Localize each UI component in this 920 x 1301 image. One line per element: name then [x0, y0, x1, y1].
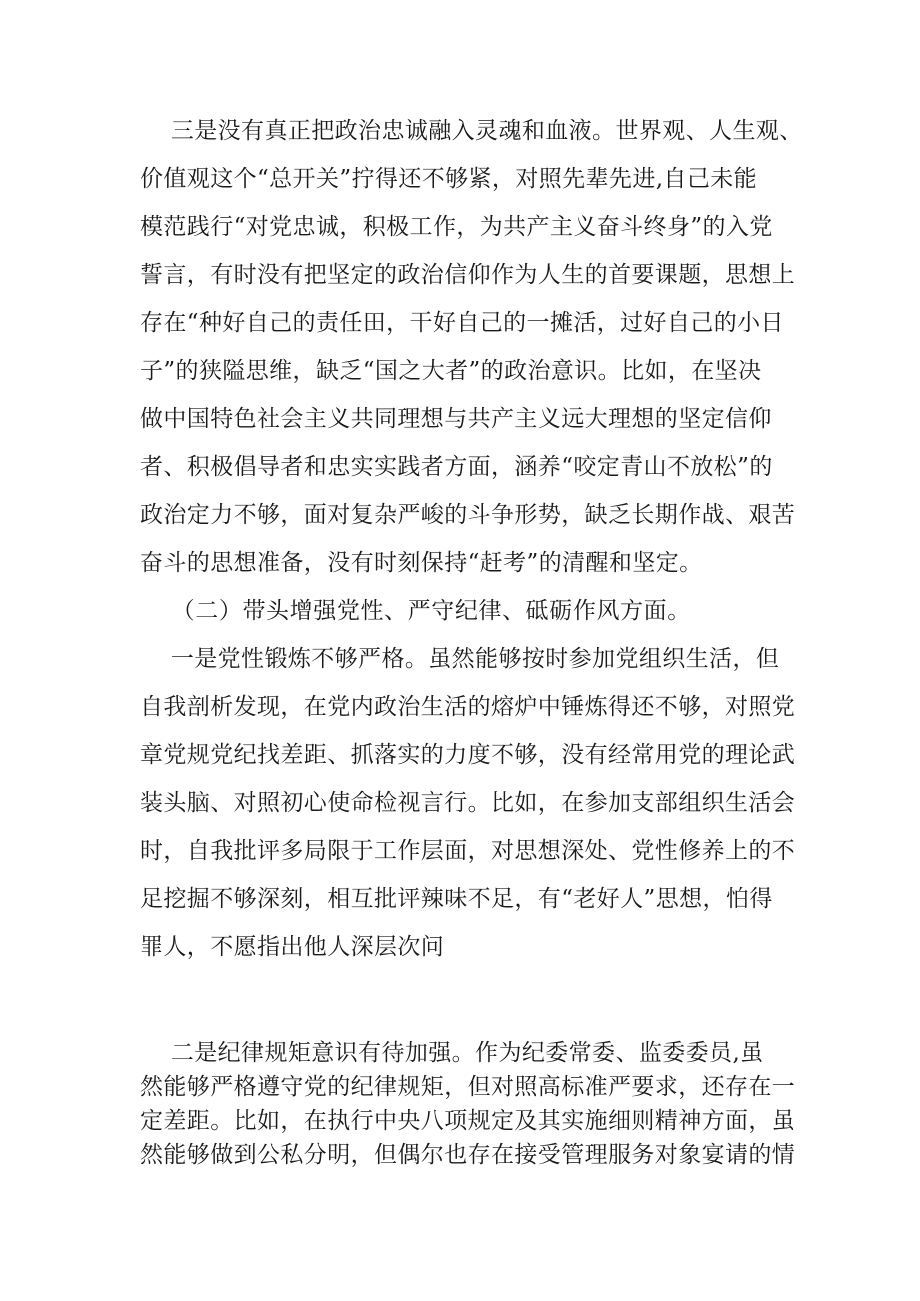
paragraph-line: 二是纪律规矩意识有待加强。作为纪委常委、监委委员,虽 [140, 1040, 764, 1066]
paragraph-line: 誓言，有时没有把坚定的政治信仰作为人生的首要课题，思想上 [140, 262, 796, 288]
paragraph-line: 一是党性锻炼不够严格。虽然能够按时参加党组织生活，但 [140, 646, 780, 672]
paragraph-line: 装头脑、对照初心使命检视言行。比如，在参加支部组织生活会 [140, 790, 796, 816]
paragraph-line: 奋斗的思想准备，没有时刻保持“赶考”的清醒和坚定。 [140, 550, 703, 576]
paragraph-line: 政治定力不够，面对复杂严峻的斗争形势，缺乏长期作战、艰苦 [140, 502, 796, 528]
paragraph-line: 存在“种好自己的责任田，干好自己的一摊活，过好自己的小日 [140, 310, 784, 336]
paragraph-line: 模范践行“对党忠诚，积极工作，为共产主义奋斗终身”的入党 [140, 214, 773, 240]
paragraph-line: 子”的狭隘思维，缺乏“国之大者”的政治意识。比如，在坚决 [140, 358, 762, 384]
paragraph-line: 定差距。比如，在执行中央八项规定及其实施细则精神方面，虽 [140, 1108, 796, 1134]
paragraph-line: 做中国特色社会主义共同理想与共产主义远大理想的坚定信仰 [140, 406, 772, 432]
paragraph-line: 者、积极倡导者和忠实实践者方面，涵养“咬定青山不放松”的 [140, 454, 773, 480]
paragraph-line: 价值观这个“总开关”拧得还不够紧，对照先辈先进,自己未能 [140, 166, 758, 192]
paragraph-line: 罪人，不愿指出他人深层次问 [140, 934, 445, 960]
paragraph-line: 然能够严格遵守党的纪律规矩，但对照高标准严要求，还存在一 [140, 1074, 796, 1100]
section-heading: （二）带头增强党性、严守纪律、砥砺作风方面。 [140, 598, 691, 624]
paragraph-line: 章党规党纪找差距、抓落实的力度不够，没有经常用党的理论武 [140, 742, 796, 768]
paragraph-line: 三是没有真正把政治忠诚融入灵魂和血液。世界观、人生观、 [140, 118, 803, 144]
paragraph-line: 自我剖析发现，在党内政治生活的熔炉中锤炼得还不够，对照党 [140, 694, 796, 720]
paragraph-line: 然能够做到公私分明，但偶尔也存在接受管理服务对象宴请的情 [140, 1142, 796, 1168]
paragraph-line: 足挖掘不够深刻，相互批评辣味不足，有“老好人”思想，怕得 [140, 886, 773, 912]
paragraph-line: 时，自我批评多局限于工作层面，对思想深处、党性修养上的不 [140, 838, 796, 864]
